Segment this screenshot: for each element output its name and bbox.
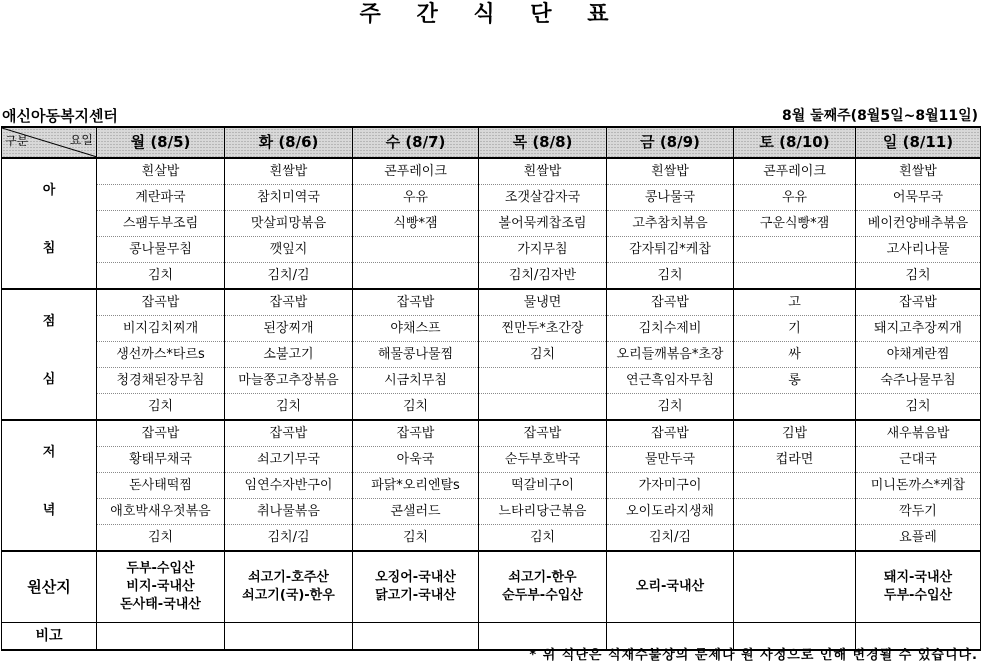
org-name: 애신아동복지센터: [2, 107, 118, 125]
menu-cell: 잡곡밥: [97, 289, 225, 316]
origin-line: 두부-수입산: [126, 561, 195, 576]
menu-cell: 잡곡밥: [856, 289, 981, 316]
meal-label: [2, 158, 97, 289]
menu-cell: 마늘쫑고추장볶음: [225, 368, 353, 394]
meal-label-top: 아: [42, 183, 56, 198]
meal-row: [2, 185, 981, 211]
menu-cell: 파닭*오리엔탈s: [353, 473, 479, 499]
menu-cell: [353, 263, 479, 290]
menu-cell: 콘푸레이크: [353, 158, 479, 185]
footnote: * 위 식단은 식재수불상의 문제나 원 사정으로 인해 변경될 수 있습니다.: [529, 648, 978, 663]
menu-cell: 오이도라지생채: [607, 499, 734, 525]
menu-cell: 잡곡밥: [607, 420, 734, 447]
origin-line: 쇠고기-한우: [508, 570, 577, 585]
menu-cell: 콘푸레이크: [734, 158, 856, 185]
menu-table: [1, 126, 981, 651]
origin-line: 오리-국내산: [635, 579, 705, 594]
meal-label-bottom: 침: [42, 241, 56, 256]
menu-cell: 미니돈까스*케찹: [856, 473, 981, 499]
menu-cell: 느타리당근볶음: [479, 499, 607, 525]
meal-row: [2, 316, 981, 342]
menu-cell: 김치: [97, 263, 225, 290]
origin-cell: [97, 551, 225, 623]
meal-row: [2, 211, 981, 237]
menu-cell: 콘샐러드: [353, 499, 479, 525]
day-header: 금 (8/9): [607, 127, 734, 158]
day-header: 화 (8/6): [225, 127, 353, 158]
origin-line: 두부-수입산: [883, 588, 953, 603]
menu-cell: 소불고기: [225, 342, 353, 368]
origin-cell: [479, 551, 607, 623]
origin-line: 돈사태-국내산: [120, 597, 201, 612]
origin-line: 쇠고기(국)-한우: [242, 588, 335, 603]
menu-cell: 식빵*잼: [353, 211, 479, 237]
menu-cell: 김치/김자반: [479, 263, 607, 290]
menu-cell: 어묵무국: [856, 185, 981, 211]
menu-cell: 잡곡밥: [479, 420, 607, 447]
menu-cell: 맛살피망볶음: [225, 211, 353, 237]
menu-cell: 참치미역국: [225, 185, 353, 211]
menu-cell: 콩나물무침: [97, 237, 225, 263]
origin-label: 원산지: [2, 551, 97, 623]
menu-cell: 우유: [353, 185, 479, 211]
menu-cell: 김치: [856, 394, 981, 421]
origin-line: 돼지-국내산: [883, 570, 953, 585]
origin-line: 순두부-수입산: [502, 588, 583, 603]
menu-cell: 우유: [734, 185, 856, 211]
note-cell: [479, 623, 607, 651]
menu-cell: 롱: [734, 368, 856, 394]
menu-cell: 김치수제비: [607, 316, 734, 342]
menu-cell: 비지김치찌개: [97, 316, 225, 342]
corner-cell: [2, 127, 97, 158]
meal-row: [2, 420, 981, 447]
menu-cell: 김치/김: [607, 525, 734, 552]
menu-cell: 임연수자반구이: [225, 473, 353, 499]
menu-cell: 기: [734, 316, 856, 342]
day-header: 수 (8/7): [353, 127, 479, 158]
menu-cell: 연근흑임자무침: [607, 368, 734, 394]
menu-cell: 흰살밥: [97, 158, 225, 185]
menu-cell: 취나물볶음: [225, 499, 353, 525]
menu-cell: 요플레: [856, 525, 981, 552]
menu-cell: 흰쌀밥: [225, 158, 353, 185]
note-cell: [856, 623, 981, 651]
meal-row: [2, 263, 981, 290]
menu-cell: [479, 394, 607, 421]
note-cell: [353, 623, 479, 651]
menu-cell: 잡곡밥: [607, 289, 734, 316]
menu-cell: 청경채된장무침: [97, 368, 225, 394]
page-title: 주 간 식 단 표: [359, 2, 623, 27]
menu-cell: [734, 237, 856, 263]
meal-row: [2, 394, 981, 421]
menu-cell: 흰쌀밥: [479, 158, 607, 185]
meal-label: [2, 420, 97, 551]
meal-row: [2, 158, 981, 185]
origin-row: [2, 551, 981, 623]
meal-row: [2, 473, 981, 499]
menu-cell: 김치: [856, 263, 981, 290]
menu-cell: [734, 394, 856, 421]
day-header: 목 (8/8): [479, 127, 607, 158]
menu-cell: [734, 473, 856, 499]
meal-row: [2, 237, 981, 263]
meal-row: [2, 525, 981, 552]
corner-label-left: 구분: [5, 134, 29, 148]
menu-cell: 숙주나물무침: [856, 368, 981, 394]
note-cell: [607, 623, 734, 651]
note-cell: [734, 623, 856, 651]
origin-line: 쇠고기-호주산: [248, 570, 329, 585]
menu-cell: 해물콩나물찜: [353, 342, 479, 368]
menu-cell: [353, 237, 479, 263]
menu-cell: 떡갈비구이: [479, 473, 607, 499]
menu-cell: 김치: [97, 525, 225, 552]
day-header: 월 (8/5): [97, 127, 225, 158]
note-label: 비고: [2, 623, 97, 651]
menu-cell: 콩나물국: [607, 185, 734, 211]
menu-cell: 스팸두부조림: [97, 211, 225, 237]
menu-cell: 김밥: [734, 420, 856, 447]
menu-cell: 된장찌개: [225, 316, 353, 342]
menu-cell: 김치: [607, 263, 734, 290]
menu-cell: 돈사태떡찜: [97, 473, 225, 499]
menu-cell: 고: [734, 289, 856, 316]
menu-cell: 베이컨양배추볶음: [856, 211, 981, 237]
menu-cell: 야채스프: [353, 316, 479, 342]
menu-cell: 시금치무침: [353, 368, 479, 394]
menu-cell: 황태무채국: [97, 447, 225, 473]
meal-row: [2, 342, 981, 368]
meal-label-bottom: 녁: [42, 503, 56, 518]
menu-cell: 잡곡밥: [225, 420, 353, 447]
menu-cell: 잡곡밥: [97, 420, 225, 447]
origin-line: 닭고기-국내산: [375, 588, 456, 603]
menu-cell: 김치: [353, 525, 479, 552]
meal-row: [2, 447, 981, 473]
menu-cell: 가자미구이: [607, 473, 734, 499]
menu-cell: 깻잎지: [225, 237, 353, 263]
menu-cell: 잡곡밥: [225, 289, 353, 316]
menu-cell: 조갯살감자국: [479, 185, 607, 211]
origin-line: 오징어-국내산: [375, 570, 456, 585]
menu-cell: [734, 263, 856, 290]
note-cell: [97, 623, 225, 651]
menu-cell: 찐만두*초간장: [479, 316, 607, 342]
origin-cell: [353, 551, 479, 623]
menu-cell: 김치: [479, 342, 607, 368]
menu-cell: 애호박새우젓볶음: [97, 499, 225, 525]
menu-cell: 오리들깨볶음*초장: [607, 342, 734, 368]
week-range: 8월 둘째주(8월5일~8월11일): [781, 108, 978, 124]
menu-cell: 근대국: [856, 447, 981, 473]
note-cell: [225, 623, 353, 651]
day-header: 일 (8/11): [856, 127, 981, 158]
menu-cell: 감자튀김*케찹: [607, 237, 734, 263]
menu-cell: 김치: [225, 394, 353, 421]
corner-label-right: 요일: [69, 133, 93, 147]
day-header: 토 (8/10): [734, 127, 856, 158]
menu-cell: 생선까스*타르s: [97, 342, 225, 368]
menu-cell: 가지무침: [479, 237, 607, 263]
menu-cell: 쇠고기무국: [225, 447, 353, 473]
menu-cell: 김치: [479, 525, 607, 552]
menu-cell: 흰쌀밥: [607, 158, 734, 185]
origin-line: 비지-국내산: [126, 579, 195, 594]
menu-cell: 싸: [734, 342, 856, 368]
menu-cell: 깍두기: [856, 499, 981, 525]
meal-row: [2, 368, 981, 394]
origin-cell: [734, 551, 856, 623]
menu-cell: 구운식빵*잼: [734, 211, 856, 237]
menu-cell: 볼어묵케찹조림: [479, 211, 607, 237]
note-row: [2, 623, 981, 651]
meal-label: [2, 289, 97, 420]
menu-cell: 새우볶음밥: [856, 420, 981, 447]
menu-cell: 김치: [607, 394, 734, 421]
menu-cell: 김치: [97, 394, 225, 421]
origin-cell: [856, 551, 981, 623]
menu-cell: 순두부호박국: [479, 447, 607, 473]
origin-cell: [225, 551, 353, 623]
menu-cell: 김치/김: [225, 525, 353, 552]
menu-cell: [479, 368, 607, 394]
menu-cell: 김치/김: [225, 263, 353, 290]
meal-label-top: 점: [42, 314, 56, 329]
menu-cell: 고사리나물: [856, 237, 981, 263]
menu-cell: 컵라면: [734, 447, 856, 473]
menu-cell: 잡곡밥: [353, 289, 479, 316]
menu-cell: 김치: [353, 394, 479, 421]
menu-cell: 야채계란찜: [856, 342, 981, 368]
menu-cell: 계란파국: [97, 185, 225, 211]
meal-row: [2, 499, 981, 525]
meal-label-bottom: 심: [42, 372, 56, 387]
menu-cell: [734, 499, 856, 525]
menu-cell: 흰쌀밥: [856, 158, 981, 185]
origin-cell: [607, 551, 734, 623]
menu-cell: 물냉면: [479, 289, 607, 316]
meal-row: [2, 289, 981, 316]
menu-cell: 고추참치볶음: [607, 211, 734, 237]
menu-cell: [734, 525, 856, 552]
menu-cell: 아욱국: [353, 447, 479, 473]
menu-cell: 돼지고추장찌개: [856, 316, 981, 342]
meal-label-top: 저: [42, 445, 56, 460]
menu-cell: 물만두국: [607, 447, 734, 473]
header-row: [2, 127, 981, 158]
menu-cell: 잡곡밥: [353, 420, 479, 447]
